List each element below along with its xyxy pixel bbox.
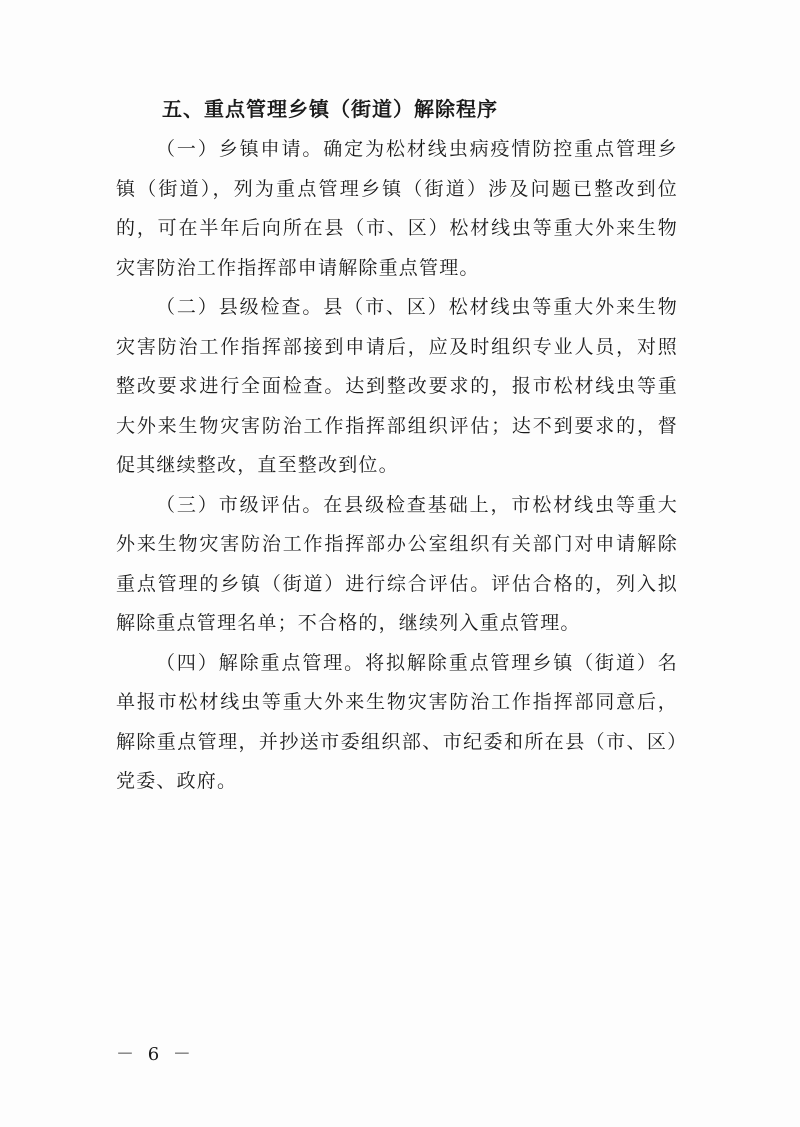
paragraph-lead: （一）乡镇申请。 — [156, 138, 324, 160]
paragraph-text: 确定为松材线虫病疫情防控重点管理乡镇（街道），列为重点管理乡镇（街道）涉及问题已整改到位的，可在半年后向所在县（市、区）松材线虫等重大外来生物灾害防治工作指挥部申请解除重点管理。 — [116, 138, 678, 279]
paragraph-lead: （二）县级检查。 — [156, 296, 324, 318]
paragraph-text: 县（市、区）松材线虫等重大外来生物灾害防治工作指挥部接到申请后，应及时组织专业人员，对照整改要求进行全面检查。达到整改要求的，报市松材线虫等重大外来生物灾害防治工作指挥部组织评估；达不到要求的，督促其继续整改，直至整改到位。 — [116, 296, 678, 476]
section-heading: 五、重点管理乡镇（街道）解除程序 — [162, 97, 498, 121]
paragraph-county-inspection — [116, 288, 678, 486]
paragraph-lead: （四）解除重点管理。 — [156, 651, 366, 674]
paragraph-city-assessment — [116, 486, 678, 644]
paragraph-text: 在县级检查基础上，市松材线虫等重大外来生物灾害防治工作指挥部办公室组织有关部门对申请解除重点管理的乡镇（街道）进行综合评估。评估合格的，列入拟解除重点管理名单；不合格的，继续列入重点管理。 — [116, 493, 678, 634]
paragraph-remove-key-management — [116, 644, 678, 802]
paragraph-text: 将拟解除重点管理乡镇（街道）名单报市松材线虫等重大外来生物灾害防治工作指挥部同意后，解除重点管理，并抄送市委组织部、市纪委和所在县（市、区）党委、政府。 — [116, 651, 678, 792]
paragraph-township-application — [116, 130, 678, 288]
paragraph-lead: （三）市级评估。 — [156, 493, 324, 516]
document-body — [116, 94, 678, 802]
page-number: － 6 － — [116, 1044, 195, 1065]
